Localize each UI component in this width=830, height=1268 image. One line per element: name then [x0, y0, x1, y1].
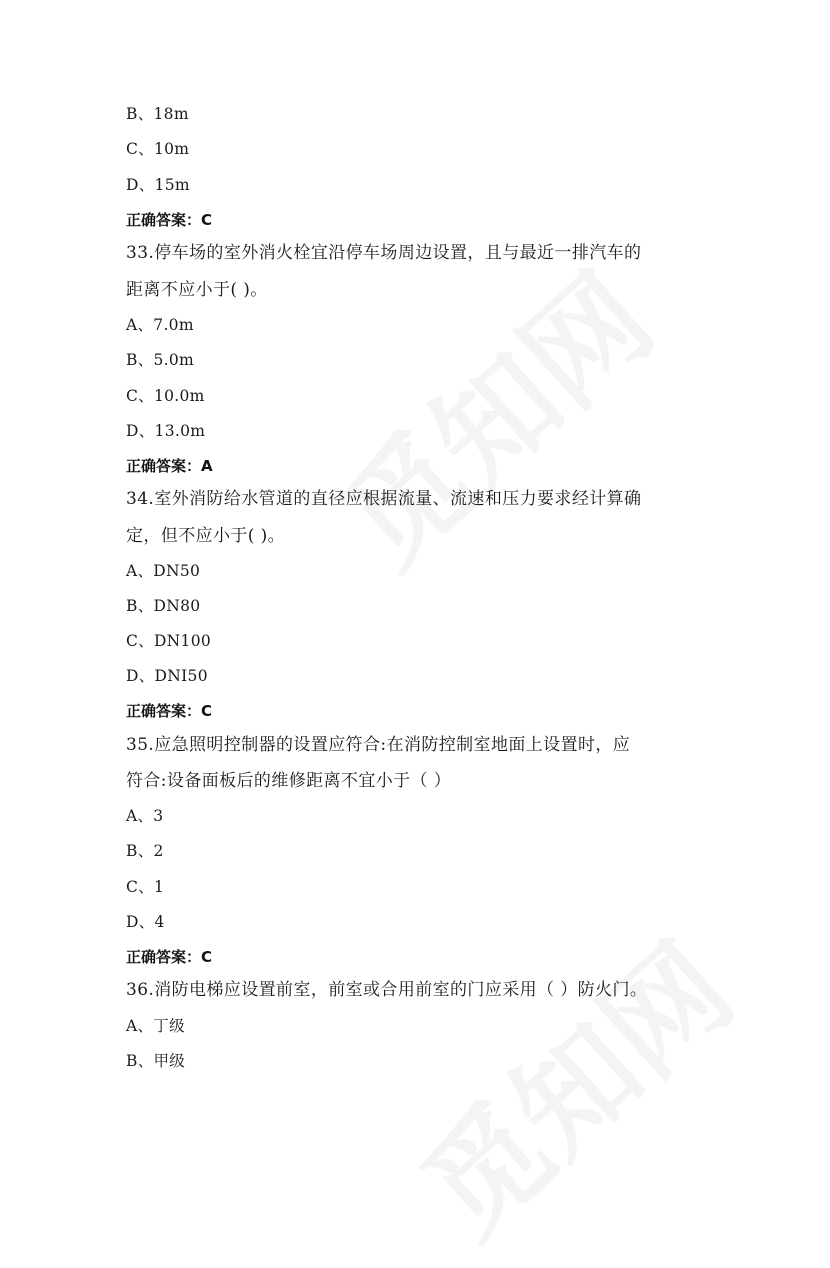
- correct-answer: 正确答案：C: [126, 702, 213, 720]
- option-a: A、DN50: [126, 562, 201, 580]
- watermark: [380, 899, 763, 1268]
- option-d: D、13.0m: [126, 422, 206, 440]
- option-a: A、丁级: [126, 1017, 185, 1035]
- question-36-line-1: 36.消防电梯应设置前室，前室或合用前室的门应采用（ ）防火门。: [126, 980, 648, 1000]
- question-35-line-2: 符合:设备面板后的维修距离不宜小于（ ）: [126, 771, 452, 791]
- question-35-line-1: 35.应急照明控制器的设置应符合:在消防控制室地面上设置时，应: [126, 735, 631, 755]
- option-b: B、甲级: [126, 1052, 186, 1070]
- option-d: D、15m: [126, 176, 190, 194]
- watermark: [300, 229, 683, 598]
- option-a: A、7.0m: [126, 316, 194, 334]
- option-b: B、5.0m: [126, 351, 195, 369]
- correct-answer: 正确答案：C: [126, 948, 213, 966]
- correct-answer: 正确答案：C: [126, 211, 213, 229]
- question-34-line-1: 34.室外消防给水管道的直径应根据流量、流速和压力要求经计算确: [126, 489, 642, 509]
- option-b: B、2: [126, 842, 164, 860]
- option-a: A、3: [126, 807, 164, 825]
- question-33-line-1: 33.停车场的室外消火栓宜沿停车场周边设置，且与最近一排汽车的: [126, 243, 642, 263]
- option-d: D、DNI50: [126, 667, 208, 685]
- option-b: B、DN80: [126, 597, 201, 615]
- option-c: C、1: [126, 878, 165, 896]
- option-d: D、4: [126, 913, 165, 931]
- option-c: C、10m: [126, 140, 190, 158]
- question-34-line-2: 定，但不应小于( )。: [126, 526, 286, 546]
- option-c: C、DN100: [126, 632, 212, 650]
- option-b: B、18m: [126, 105, 189, 123]
- correct-answer: 正确答案：A: [126, 457, 213, 475]
- option-c: C、10.0m: [126, 387, 205, 405]
- question-33-line-2: 距离不应小于( )。: [126, 280, 268, 300]
